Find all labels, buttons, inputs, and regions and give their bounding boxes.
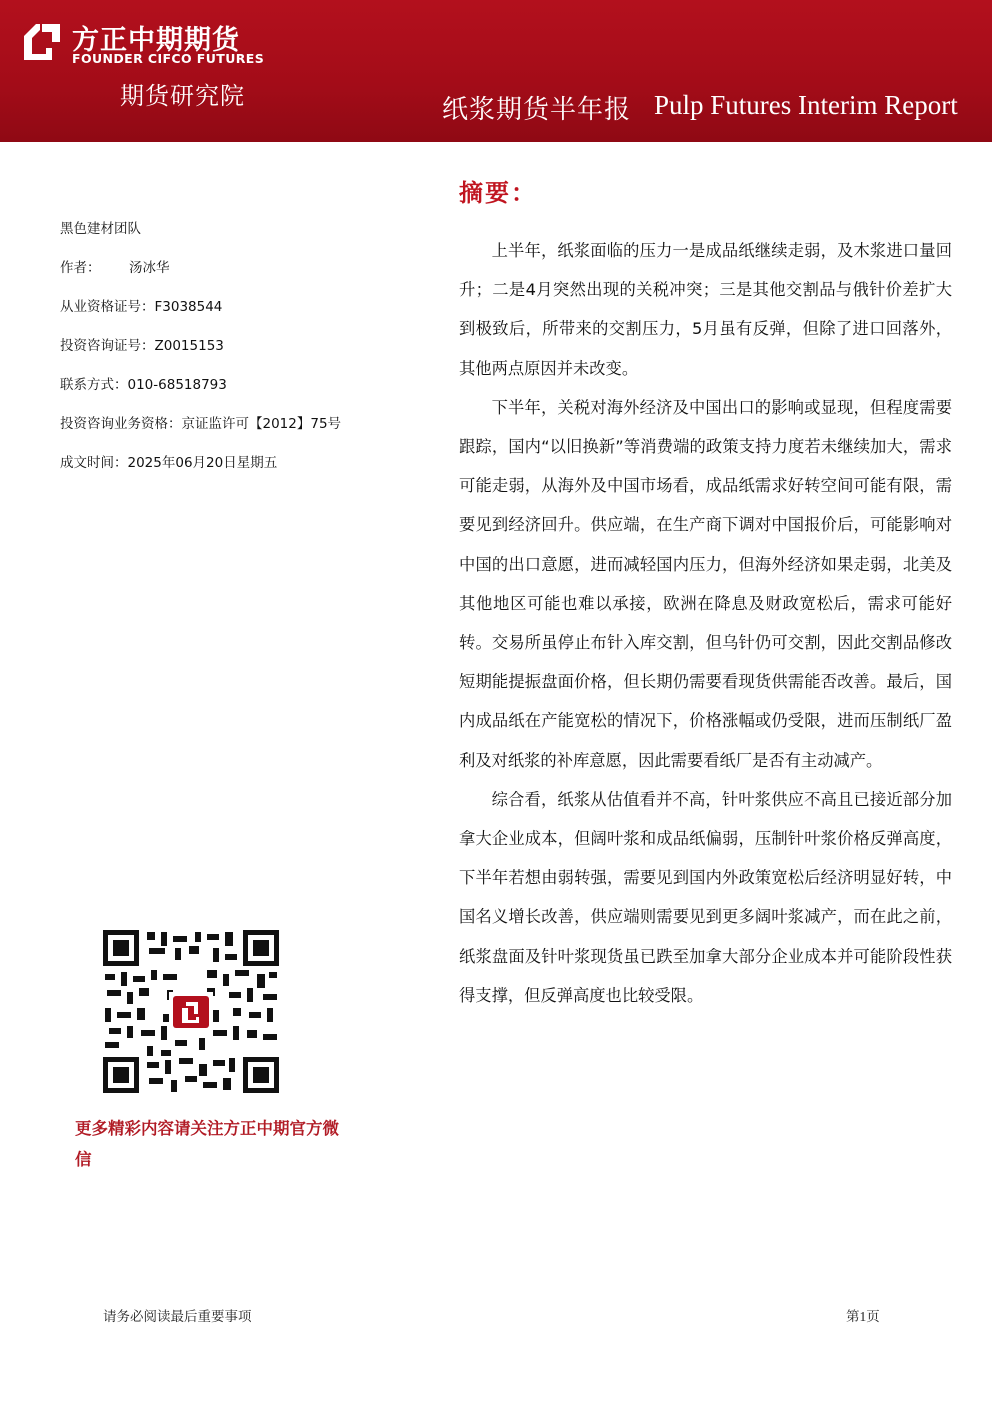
- founder-logo-icon: [22, 22, 62, 62]
- summary-paragraph-1: 上半年，纸浆面临的压力一是成品纸继续走弱，及木浆进口量回升；二是4月突然出现的关税冲突；三是其他交割品与俄针价差扩大到极致后，所带来的交割压力，5月虽有反弹，但除了进口回落外，其他两点原因并未改变。: [459, 241, 952, 378]
- logo-english-name: FOUNDER CIFCO FUTURES: [72, 51, 265, 66]
- summary-paragraph-2: 下半年，关税对海外经济及中国出口的影响或显现，但程度需要跟踪，国内“以旧换新”等消费端的政策支持力度若未继续加大，需求可能走弱，从海外及中国市场看，成品纸需求好转空间可能有限，需要见到经济回升。供应端，在生产商下调对中国报价后，可能影响对中国的出口意愿，进而减轻国内压力，但海外经济如果走弱，北美及其他地区可能也难以承接，欧洲在降息及财政宽松后，需求可能好转。交易所虽停止布针入库交割，但乌针仍可交割，因此交割品修改短期能提振盘面价格，但长期仍需要看现货供需能否改善。最后，国内成品纸在产能宽松的情况下，价格涨幅或仍受限，进而压制纸厂盈利及对纸浆的补库意愿，因此需要看纸厂是否有主动减产。: [459, 397, 952, 770]
- business-qualification: 投资咨询业务资格：京证监许可【2012】75号: [60, 416, 342, 432]
- author-label: 作者：: [60, 260, 101, 276]
- report-date: 成文时间：2025年06月20日星期五: [60, 455, 278, 471]
- license-certificate: 从业资格证号：F3038544: [60, 299, 223, 315]
- report-title-english: Pulp Futures Interim Report: [654, 90, 958, 120]
- summary-title: 摘要：: [459, 179, 537, 207]
- author-info-panel: [60, 215, 430, 488]
- institute-name: 期货研究院: [120, 82, 245, 110]
- summary-paragraph-3: 综合看，纸浆从估值看并不高，针叶浆供应不高且已接近部分加拿大企业成本，但阔叶浆和成品纸偏弱，压制针叶浆价格反弹高度，下半年若想由弱转强，需要见到国内外政策宽松后经济明显好转，中国名义增长改善，供应端则需要见到更多阔叶浆减产，而在此之前，纸浆盘面及针叶浆现货虽已跌至加拿大部分企业成本并可能阶段性获得支撑，但反弹高度也比较受限。: [459, 789, 952, 1005]
- team-name: 黑色建材团队: [60, 221, 141, 237]
- summary-body: [459, 231, 952, 1015]
- qr-caption: 更多精彩内容请关注方正中期官方微信: [75, 1119, 339, 1169]
- report-title-chinese: 纸浆期货半年报: [442, 95, 632, 125]
- footer-disclaimer-notice: 请务必阅读最后重要事项: [103, 1309, 252, 1325]
- logo-chinese-name: 方正中期期货: [72, 25, 240, 56]
- author-name: 汤冰华: [129, 260, 170, 276]
- contact-info: 联系方式：010-68518793: [60, 377, 227, 393]
- wechat-qr-code: [103, 930, 279, 1093]
- consulting-certificate: 投资咨询证号：Z0015153: [60, 338, 224, 354]
- report-header: [0, 0, 992, 142]
- author-line: [60, 254, 430, 293]
- page-number: 第1页: [846, 1309, 880, 1324]
